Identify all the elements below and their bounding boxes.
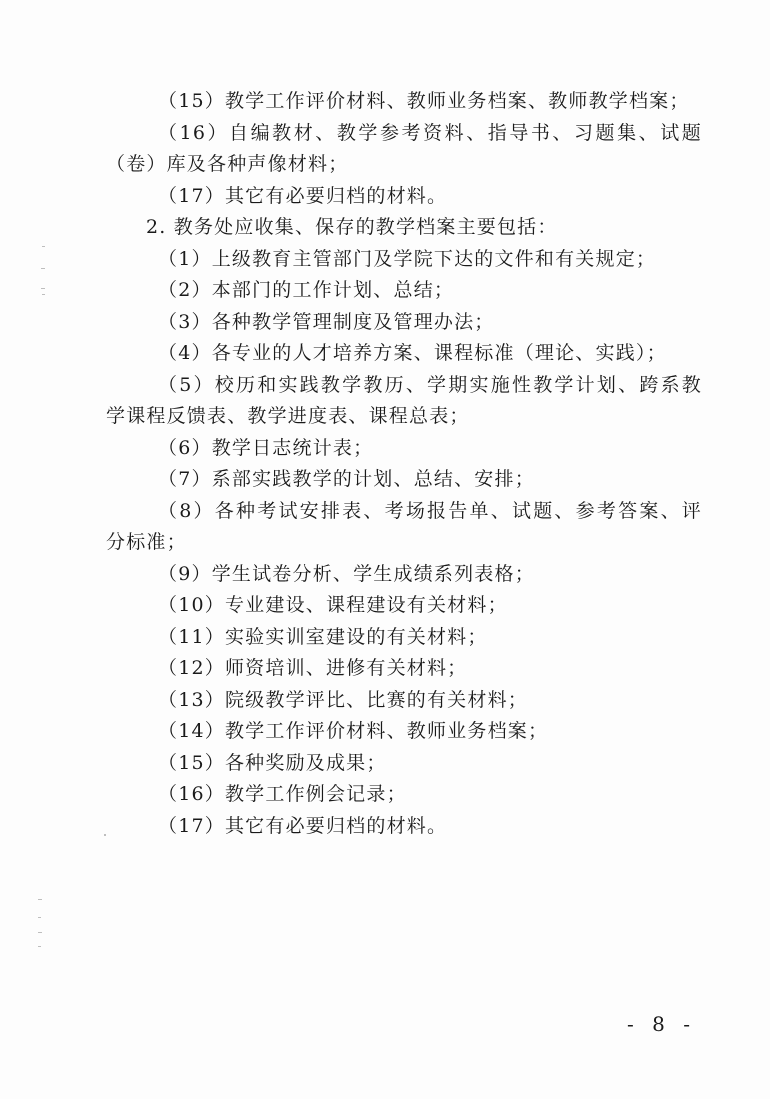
list-item: （17）其它有必要归档的材料。 [158,184,448,207]
list-item: （2）本部门的工作计划、总结； [158,279,455,301]
list-item: （15）教学工作评价材料、教师业务档案、教师教学档案； [158,90,690,112]
list-item: （16）自编教材、教学参考资料、指导书、习题集、试题 [158,121,702,144]
list-item: （1）上级教育主管部门及学院下达的文件和有关规定； [158,247,657,270]
scan-speck [41,268,45,269]
scan-speck [42,246,45,247]
list-item: （8）各种考试安排表、考场报告单、试题、参考答案、评 [158,499,702,522]
list-item-continuation: 学课程反馈表、教学进度表、课程总表； [106,405,470,427]
list-item: （9）学生试卷分析、学生成绩系列表格； [158,562,535,585]
page-number: - 8 - [627,1012,696,1036]
section-heading: 2. 教务处应收集、保存的教学档案主要包括： [146,216,558,238]
list-item: （16）教学工作例会记录； [158,783,407,805]
list-item: （11）实验实训室建设的有关材料； [158,625,488,648]
list-item: （14）教学工作评价材料、教师业务档案； [158,720,549,742]
list-item: （10）专业建设、课程建设有关材料； [158,594,508,616]
list-item: （3）各种教学管理制度及管理办法； [158,310,495,333]
list-item: （12）师资培训、进修有关材料； [158,657,468,679]
list-item-continuation: （卷）库及各种声像材料； [106,153,349,175]
scan-speck [38,932,42,933]
list-item-continuation: 分标准； [106,531,187,553]
list-item: （5）校历和实践教学教历、学期实施性教学计划、跨系教 [158,373,702,396]
list-item: （4）各专业的人才培养方案、课程标准（理论、实践）； [158,342,667,364]
scan-speck [38,946,41,947]
list-item: （17）其它有必要归档的材料。 [158,814,448,837]
list-item: （13）院级教学评比、比赛的有关材料； [158,688,528,711]
list-item: （15）各种奖励及成果； [158,751,387,774]
document-body [106,86,702,842]
list-item: （7）系部实践教学的计划、总结、安排； [158,468,535,490]
list-item: （6）教学日志统计表； [158,436,374,459]
scan-speck [42,294,45,295]
scan-speck [38,917,41,918]
scan-speck [41,288,45,289]
scan-speck [38,899,42,900]
